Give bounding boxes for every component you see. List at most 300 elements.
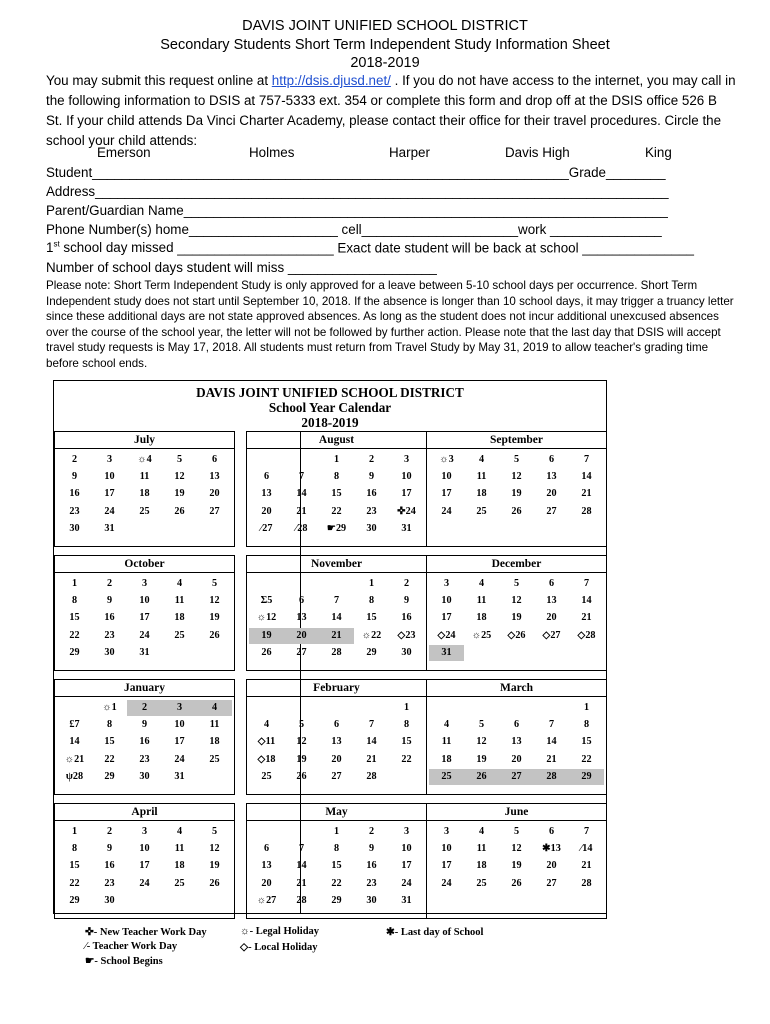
day-cell: 16 <box>104 612 115 624</box>
day-cell: 2 <box>127 700 162 716</box>
day-cell: 14 <box>296 488 307 500</box>
week-row <box>429 876 604 893</box>
day-cell: 8 <box>333 471 340 483</box>
day-cell: 6 <box>263 843 270 855</box>
week-row <box>57 593 232 610</box>
week-row <box>57 576 232 593</box>
week-row <box>249 469 424 486</box>
day-cell: ◇27 <box>542 629 561 641</box>
week-row <box>249 717 424 734</box>
month-may <box>246 803 427 919</box>
day-cell: 31 <box>429 645 464 661</box>
day-cell: 22 <box>69 629 80 641</box>
first-day-rest: _____________________ Exact date student will be back at school _______________ <box>177 240 694 256</box>
day-cell: 25 <box>209 753 220 765</box>
address-field[interactable]: Address_____________________________________________________________________________ <box>46 184 669 199</box>
empty-day-cell <box>197 645 232 661</box>
day-cell: 6 <box>548 826 555 837</box>
day-cell: 11 <box>476 843 487 855</box>
day-cell: 28 <box>331 646 342 658</box>
empty-day-cell <box>499 700 534 716</box>
day-cell: 12 <box>174 471 185 483</box>
parent-field[interactable]: Parent/Guardian Name_________________________________________________________________ <box>46 203 668 218</box>
day-cell: 30 <box>69 522 80 534</box>
week-row <box>429 504 604 521</box>
day-cell: 12 <box>209 843 220 855</box>
month-february <box>246 679 427 795</box>
day-cell: 10 <box>139 595 150 607</box>
day-cell: ☼27 <box>256 894 277 906</box>
dsis-link[interactable]: http://dsis.djusd.net/ <box>271 73 391 88</box>
day-cell: 17 <box>139 860 150 872</box>
day-cell: 19 <box>511 860 522 872</box>
school-year-calendar <box>53 380 607 914</box>
day-cell: 16 <box>69 488 80 500</box>
week-row <box>57 452 232 469</box>
month-weeks <box>57 824 232 910</box>
week-row <box>57 893 232 910</box>
day-cell: 29 <box>331 894 342 906</box>
calendar-title-district: DAVIS JOINT UNIFIED SCHOOL DISTRICT <box>196 385 464 400</box>
day-cell: 19 <box>296 753 307 765</box>
day-cell: ◇11 <box>257 736 276 748</box>
day-cell: 5 <box>176 454 183 465</box>
week-row <box>249 645 424 662</box>
month-name: September <box>427 432 606 449</box>
week-row <box>429 628 604 645</box>
day-cell: 27 <box>546 505 557 517</box>
day-cell: 8 <box>403 719 410 731</box>
month-january <box>54 679 235 795</box>
day-cell: 5 <box>211 578 218 589</box>
day-cell: 24 <box>441 505 452 517</box>
day-cell: 4 <box>478 578 485 589</box>
day-cell: ☼4 <box>137 454 152 465</box>
week-row <box>57 734 232 751</box>
day-cell: ☼21 <box>64 753 85 765</box>
month-name: June <box>427 804 606 821</box>
month-september <box>426 431 607 547</box>
day-cell: 21 <box>581 860 592 872</box>
day-cell: ☼3 <box>439 454 454 465</box>
day-cell: 19 <box>511 488 522 500</box>
month-name: October <box>55 556 234 573</box>
day-cell: 1 <box>403 702 410 713</box>
day-cell: 27 <box>296 646 307 658</box>
day-cell: 8 <box>333 843 340 855</box>
week-row <box>57 841 232 858</box>
month-weeks <box>249 576 424 662</box>
day-cell: 18 <box>139 488 150 500</box>
day-cell: 17 <box>104 488 115 500</box>
month-weeks <box>429 452 604 521</box>
day-cell: 30 <box>104 894 115 906</box>
day-cell: 13 <box>331 736 342 748</box>
day-cell: 23 <box>139 753 150 765</box>
day-cell: 10 <box>401 471 412 483</box>
day-cell: 30 <box>401 646 412 658</box>
day-cell: ◇23 <box>397 629 416 641</box>
day-cell: 9 <box>71 471 78 483</box>
month-name: August <box>247 432 426 449</box>
school-year: 2018-2019 <box>350 55 420 71</box>
legend-legal-holiday: ☼- Legal Holiday <box>240 926 320 937</box>
day-cell: 25 <box>476 877 487 889</box>
num-days-field[interactable]: Number of school days student will miss ____________________ <box>46 260 437 275</box>
day-cell: 4 <box>478 454 485 465</box>
empty-day-cell <box>534 645 569 661</box>
day-cell: 5 <box>513 578 520 589</box>
day-cell: 11 <box>441 736 452 748</box>
day-cell: 22 <box>331 505 342 517</box>
day-cell: 16 <box>366 860 377 872</box>
calendar-title-year: 2018-2019 <box>301 415 359 430</box>
empty-day-cell <box>249 824 284 840</box>
district-title: DAVIS JOINT UNIFIED SCHOOL DISTRICT <box>242 18 528 34</box>
day-cell: 23 <box>366 877 377 889</box>
month-weeks <box>429 700 604 786</box>
day-cell: ☛29 <box>326 522 347 534</box>
day-cell: 21 <box>296 877 307 889</box>
empty-day-cell <box>464 700 499 716</box>
empty-day-cell <box>284 824 319 840</box>
week-row <box>429 486 604 503</box>
week-row <box>429 858 604 875</box>
school-holmes[interactable]: Holmes <box>249 145 295 160</box>
week-row <box>429 734 604 751</box>
day-cell: 31 <box>401 522 412 534</box>
day-cell: 20 <box>284 628 319 644</box>
day-cell: 25 <box>261 770 272 782</box>
week-row <box>249 504 424 521</box>
month-weeks <box>249 452 424 538</box>
day-cell: 26 <box>209 877 220 889</box>
day-cell: 24 <box>401 877 412 889</box>
day-cell: 25 <box>139 505 150 517</box>
day-cell: 9 <box>368 843 375 855</box>
month-october <box>54 555 235 671</box>
day-cell: 23 <box>366 505 377 517</box>
day-cell: 14 <box>546 736 557 748</box>
empty-day-cell <box>162 893 197 909</box>
empty-day-cell <box>127 893 162 909</box>
day-cell: ◇28 <box>577 629 596 641</box>
day-cell: 6 <box>548 578 555 589</box>
day-cell: 22 <box>104 753 115 765</box>
day-cell: 27 <box>546 877 557 889</box>
month-weeks <box>57 576 232 662</box>
month-november <box>246 555 427 671</box>
day-cell: 14 <box>69 736 80 748</box>
day-cell: 1 <box>71 578 78 589</box>
day-cell: 18 <box>476 612 487 624</box>
week-row <box>249 824 424 841</box>
month-name: March <box>427 680 606 697</box>
day-cell: 2 <box>106 578 113 589</box>
day-cell: 10 <box>104 471 115 483</box>
day-cell: 25 <box>174 877 185 889</box>
week-row <box>429 752 604 769</box>
week-row <box>249 734 424 751</box>
day-cell: 14 <box>581 471 592 483</box>
day-cell: 20 <box>209 488 220 500</box>
day-cell: 11 <box>139 471 150 483</box>
day-cell: 7 <box>583 454 590 465</box>
day-cell: 19 <box>209 612 220 624</box>
day-cell: 4 <box>176 826 183 837</box>
day-cell: 2 <box>368 826 375 837</box>
day-cell: 9 <box>141 719 148 731</box>
day-cell: 13 <box>209 471 220 483</box>
day-cell: ☼12 <box>256 612 277 624</box>
week-row <box>57 469 232 486</box>
day-cell: ⁄28 <box>295 522 308 534</box>
intro-text-before: You may submit this request online at <box>46 73 272 88</box>
day-cell: 16 <box>401 612 412 624</box>
day-cell: ☼22 <box>361 629 382 641</box>
day-cell: 24 <box>139 877 150 889</box>
day-cell: 19 <box>209 860 220 872</box>
month-weeks <box>249 700 424 786</box>
day-cell: ☼25 <box>471 629 492 641</box>
week-row <box>249 858 424 875</box>
week-row <box>249 769 424 786</box>
phone-field[interactable]: Phone Number(s) home____________________ cell_____________________work _______________ <box>46 222 662 237</box>
week-row <box>249 452 424 469</box>
empty-day-cell <box>319 700 354 716</box>
day-cell: 21 <box>366 753 377 765</box>
day-cell: 29 <box>69 646 80 658</box>
day-cell: 4 <box>176 578 183 589</box>
day-cell: 3 <box>162 700 197 716</box>
legend-school-begins: ☛- School Begins <box>85 956 163 967</box>
day-cell: 8 <box>71 843 78 855</box>
day-cell: 5 <box>211 826 218 837</box>
day-cell: 28 <box>581 877 592 889</box>
day-cell: 30 <box>366 894 377 906</box>
day-cell: 3 <box>403 826 410 837</box>
week-row <box>249 893 424 910</box>
day-cell: 1 <box>333 826 340 837</box>
sheet-subtitle: Secondary Students Short Term Independent Study Information Sheet <box>160 37 610 53</box>
day-cell: 18 <box>476 488 487 500</box>
day-cell: 20 <box>546 860 557 872</box>
day-cell: 2 <box>368 454 375 465</box>
empty-day-cell <box>389 769 424 785</box>
month-name: July <box>55 432 234 449</box>
day-cell: 19 <box>249 628 284 644</box>
empty-day-cell <box>249 700 284 716</box>
day-cell: 30 <box>366 522 377 534</box>
month-weeks <box>57 700 232 786</box>
day-cell: 29 <box>366 646 377 658</box>
day-cell: 24 <box>104 505 115 517</box>
day-cell: 6 <box>333 719 340 731</box>
day-cell: 8 <box>71 595 78 607</box>
week-row <box>57 858 232 875</box>
day-cell: 10 <box>441 595 452 607</box>
day-cell: 26 <box>261 646 272 658</box>
week-row <box>57 752 232 769</box>
day-cell: 10 <box>441 471 452 483</box>
week-row <box>57 521 232 538</box>
month-december <box>426 555 607 671</box>
empty-day-cell <box>284 452 319 468</box>
day-cell: 3 <box>106 454 113 465</box>
month-august <box>246 431 427 547</box>
week-row <box>429 610 604 627</box>
empty-day-cell <box>197 769 232 785</box>
day-cell: 27 <box>499 769 534 785</box>
day-cell: 23 <box>104 629 115 641</box>
week-row <box>429 841 604 858</box>
week-row <box>57 610 232 627</box>
day-cell: 20 <box>546 612 557 624</box>
day-cell: 26 <box>174 505 185 517</box>
day-cell: ψ28 <box>65 770 84 782</box>
day-cell: 18 <box>209 736 220 748</box>
day-cell: 22 <box>401 753 412 765</box>
day-cell: 16 <box>139 736 150 748</box>
day-cell: 3 <box>403 454 410 465</box>
day-cell: 19 <box>476 753 487 765</box>
day-cell: 29 <box>69 894 80 906</box>
week-row <box>57 645 232 662</box>
day-cell: 5 <box>298 719 305 731</box>
day-cell: 8 <box>583 719 590 731</box>
day-cell: £7 <box>69 719 80 731</box>
day-cell: 24 <box>139 629 150 641</box>
month-april <box>54 803 235 919</box>
day-cell: 1 <box>71 826 78 837</box>
month-june <box>426 803 607 919</box>
empty-day-cell <box>354 700 389 716</box>
day-cell: 12 <box>511 595 522 607</box>
day-cell: 15 <box>331 860 342 872</box>
day-cell: 31 <box>174 770 185 782</box>
day-cell: Σ5 <box>260 595 273 607</box>
month-weeks <box>429 824 604 893</box>
day-cell: 5 <box>513 826 520 837</box>
day-cell: 25 <box>476 505 487 517</box>
week-row <box>249 593 424 610</box>
empty-day-cell <box>499 645 534 661</box>
intro-text-after: . If you do not have access to the internet, you may call in the following information to DSIS at 757-5333 ext. 354 or complete this form and drop off at the DSIS office 526 B St. If your child attends Da Vinci Charter Academy, please contact their office for their travel procedures. Circle the school your child attends: <box>46 73 736 148</box>
day-cell: 10 <box>139 843 150 855</box>
day-cell: 19 <box>174 488 185 500</box>
week-row <box>249 628 424 645</box>
week-row <box>57 486 232 503</box>
day-cell: 14 <box>296 860 307 872</box>
day-cell: ◇26 <box>507 629 526 641</box>
day-cell: 17 <box>401 860 412 872</box>
school-king[interactable]: King <box>645 145 672 160</box>
dates-field[interactable] <box>46 240 694 255</box>
day-cell: 17 <box>174 736 185 748</box>
day-cell: 24 <box>441 877 452 889</box>
day-cell: 7 <box>548 719 555 731</box>
day-cell: 13 <box>546 471 557 483</box>
day-cell: ⁄14 <box>580 843 593 855</box>
day-cell: 12 <box>476 736 487 748</box>
day-cell: ◇18 <box>257 753 276 765</box>
day-cell: 28 <box>366 770 377 782</box>
empty-day-cell <box>197 521 232 537</box>
day-cell: 1 <box>583 702 590 713</box>
day-cell: 20 <box>511 753 522 765</box>
day-cell: 7 <box>368 719 375 731</box>
day-cell: 11 <box>174 843 185 855</box>
week-row <box>249 610 424 627</box>
empty-day-cell <box>162 645 197 661</box>
day-cell: 1 <box>333 454 340 465</box>
month-weeks <box>57 452 232 538</box>
day-cell: 16 <box>366 488 377 500</box>
day-cell: 17 <box>441 612 452 624</box>
week-row <box>429 769 604 786</box>
day-cell: 5 <box>478 719 485 731</box>
day-cell: 23 <box>69 505 80 517</box>
week-row <box>57 717 232 734</box>
week-row <box>429 452 604 469</box>
day-cell: 18 <box>174 860 185 872</box>
day-cell: 18 <box>174 612 185 624</box>
day-cell: 26 <box>464 769 499 785</box>
week-row <box>57 700 232 717</box>
day-cell: 11 <box>476 595 487 607</box>
day-cell: 16 <box>104 860 115 872</box>
month-name: December <box>427 556 606 573</box>
policy-note: Please note: Short Term Independent Study is only approved for a leave between 5-10 school days per occurrence. Short Term Independent study does not start until September 10, 2018. If the absence is longer than 10 school days, it may trigger a truancy letter since these additional days are not state approved absences. As long as the student does not incur additional unexcused absences over the course of the school year, the letter will not be followed by further action. Please note that the last day that DSIS will accept travel study requests is May 17, 2018. All students must return from Travel Study by May 31, 2019 to allow teacher's grading time before school ends. <box>46 279 734 370</box>
day-cell: 6 <box>513 719 520 731</box>
calendar-title: School Year Calendar <box>268 400 392 415</box>
empty-day-cell <box>57 700 92 716</box>
day-cell: 10 <box>401 843 412 855</box>
day-cell: 26 <box>511 505 522 517</box>
empty-day-cell <box>569 645 604 661</box>
month-name: January <box>55 680 234 697</box>
day-cell: 3 <box>141 578 148 589</box>
day-cell: ☼1 <box>102 702 117 713</box>
day-cell: 15 <box>366 612 377 624</box>
school-emerson[interactable]: Emerson <box>97 145 151 160</box>
school-harper[interactable]: Harper <box>389 145 430 160</box>
day-cell: 5 <box>513 454 520 465</box>
day-cell: ◇24 <box>437 629 456 641</box>
empty-day-cell <box>197 893 232 909</box>
day-cell: 7 <box>298 471 305 483</box>
day-cell: 20 <box>331 753 342 765</box>
day-cell: 15 <box>581 736 592 748</box>
day-cell: 11 <box>174 595 185 607</box>
week-row <box>249 841 424 858</box>
day-cell: 9 <box>403 595 410 607</box>
week-row <box>57 504 232 521</box>
day-cell: 22 <box>581 753 592 765</box>
day-cell: 15 <box>69 860 80 872</box>
day-cell: 20 <box>261 877 272 889</box>
week-row <box>57 824 232 841</box>
student-field[interactable]: Student________________________________________________________________Grade________ <box>46 165 666 180</box>
day-cell: 11 <box>476 471 487 483</box>
day-cell: 3 <box>443 578 450 589</box>
empty-day-cell <box>249 452 284 468</box>
legend-teacher-work-day: ⁄- Teacher Work Day <box>85 941 178 952</box>
day-cell: 13 <box>546 595 557 607</box>
week-row <box>249 521 424 538</box>
day-cell: 2 <box>403 578 410 589</box>
school-davis-high[interactable]: Davis High <box>505 145 570 160</box>
